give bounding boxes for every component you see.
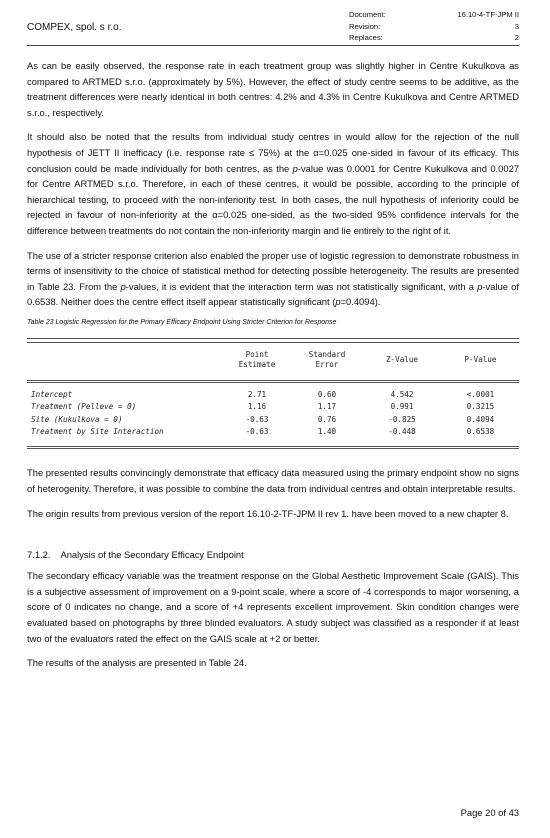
row-z-value: 4.542 [390,389,414,399]
p-symbol: p [120,280,126,292]
row-p-value: 0.4094 [466,414,495,424]
row-label: Treatment (Pelleve = 0) [31,402,137,412]
header-p-value: P-Value [464,355,497,365]
header-point-line2: Estimate [238,360,276,370]
row-estimate: -0.63 [245,414,269,424]
row-z-value: 0.991 [390,402,414,412]
paragraph-3-part-d: =0.4094). [340,296,381,308]
replaces-label: Replaces: [349,33,383,42]
paragraph-2 [27,129,519,238]
table-row [27,401,519,414]
revision-label: Revision: [349,21,381,31]
table-caption: Table 23 Logistic Regression for the Primary Efficacy Endpoint Using Stricter Criterion for Response [27,318,337,326]
row-standard-error: 0.76 [317,414,337,424]
header-point-estimate [222,344,292,381]
paragraph-4: The presented results convincingly demonstrate that efficacy data measured using the primary endpoint show no signs of heterogenity. Therefore, it was possible to combine the data from individual centres and obtain interpretable results. [27,467,519,494]
header-se-line2: Error [315,360,339,370]
regression-table [27,338,519,450]
row-p-value: 0.3215 [466,402,495,412]
revision-value: 3 [514,21,519,31]
row-estimate: 1.16 [247,402,267,412]
paragraph-6: The secondary efficacy variable was the treatment response on the Global Aesthetic Improvement Scale (GAIS). This is a subjective assessment of improvement on a 9-point scale, where a score of -4 corresponds to major worsening, a score of 0 indicates no change, and a score of +4 represents excellent improvement. Skin condition changes were evaluated based on photographs by three blinded evaluators. A study subject was classified as a responder if at least two of the evaluators rated the effect on the GAIS scale at +2 or better. [27,570,519,644]
replaces-row [349,32,519,44]
paragraph-7: The results of the analysis are presented in Table 24. [27,657,247,669]
row-estimate: 2.71 [247,389,267,399]
table-row [27,426,519,439]
paragraph-2-part-a: It should also be noted that the results from individual study centres in would allow for the rejection of the null hypothesis of JETT II inefficacy (i.e. response rate ≤ 75%) at the α=0.025 one-sided in favour of its efficacy. This conclusion could be made individually for both centres, as the [27,131,519,174]
page-body [27,58,519,680]
header-point-line1: Point [245,350,269,360]
paragraph-3-part-b: -values, it is evident that the interaction term was not statistically significant, with a [125,280,478,292]
p-symbol: p [335,296,341,308]
section-heading [27,549,519,560]
section-title: Analysis of the Secondary Efficacy Endpoint [60,549,244,561]
section-number: 7.1.2. [27,549,51,561]
paragraph-2-part-b: -value was 0.0001 for Centre Kukulkova and 0.0027 for Centre ARTMED s.r.o. Therefore, in each of these centres, it would be possible, according to the principle of hierarchical testing, to proceed with the non-inferiority test. In both cases, the null hypothesis of inferiority could be rejected in favour of non-inferiority at the α=0.025 one-sided, as the two-sided 95% confidence intervals for the difference between treatments do not contain the non-inferiority margin and lie entirely to the right of it. [27,162,519,236]
replaces-value: 2 [514,33,519,42]
document-row [349,9,519,21]
paragraph-3-part-c: -value of 0.6538. Neither does the centre effect itself appear statistically significant ( [27,280,519,308]
row-p-value: 0.6538 [466,427,495,437]
document-label: Document: [349,10,386,19]
p-symbol: p [292,162,298,174]
row-standard-error: 1.17 [317,402,337,412]
p-symbol: p [477,280,483,292]
table-row [27,389,519,402]
header-standard-error [292,344,362,381]
table-row [27,414,519,427]
row-standard-error: 0.60 [317,389,337,399]
revision-row [349,21,519,33]
row-label: Treatment by Site Interaction [31,427,164,437]
row-p-value: <.0001 [466,389,495,399]
header-divider [27,45,519,46]
header-se-line1: Standard [308,350,346,360]
paragraph-5: The origin results from previous version of the report 16.10-2-TF-JPM II rev 1. have been moved to a new chapter 8. [27,507,509,519]
table-header-row [27,344,519,381]
document-meta [349,9,519,44]
row-estimate: -0.63 [245,427,269,437]
row-label: Site (Kukulkova = 0) [31,414,123,424]
header-blank [27,344,222,381]
header-z-value: Z-Value [385,355,418,365]
paragraph-3 [27,248,519,310]
paragraph-3-part-a: The use of a stricter response criterion also enabled the proper use of logistic regression to demonstrate robustness in terms of insensitivity to the choice of statistical method for detecting possible heterogeneity. The results are presented in Table 23. From the [27,249,519,292]
company-name: COMPEX, spol. s r.o. [27,22,122,33]
row-label: Intercept [31,389,73,399]
row-standard-error: 1.40 [317,427,337,437]
document-value: 16.10-4-TF-JPM II [457,10,519,19]
page-number: Page 20 of 43 [460,807,519,818]
row-z-value: -0.448 [388,427,416,437]
row-z-value: -0.825 [388,414,416,424]
paragraph-1: As can be easily observed, the response rate in each treatment group was slightly higher in Centre Kukulkova as compared to ARTMED s.r.o. (approximately by 5%). However, the effect of study centre seems to be additive, as the treatment differences were nearly identical in both centres: 4.2% and 4.3% in Centre Kukulkova and Centre ARTMED s.r.o., respectively. [27,60,519,118]
